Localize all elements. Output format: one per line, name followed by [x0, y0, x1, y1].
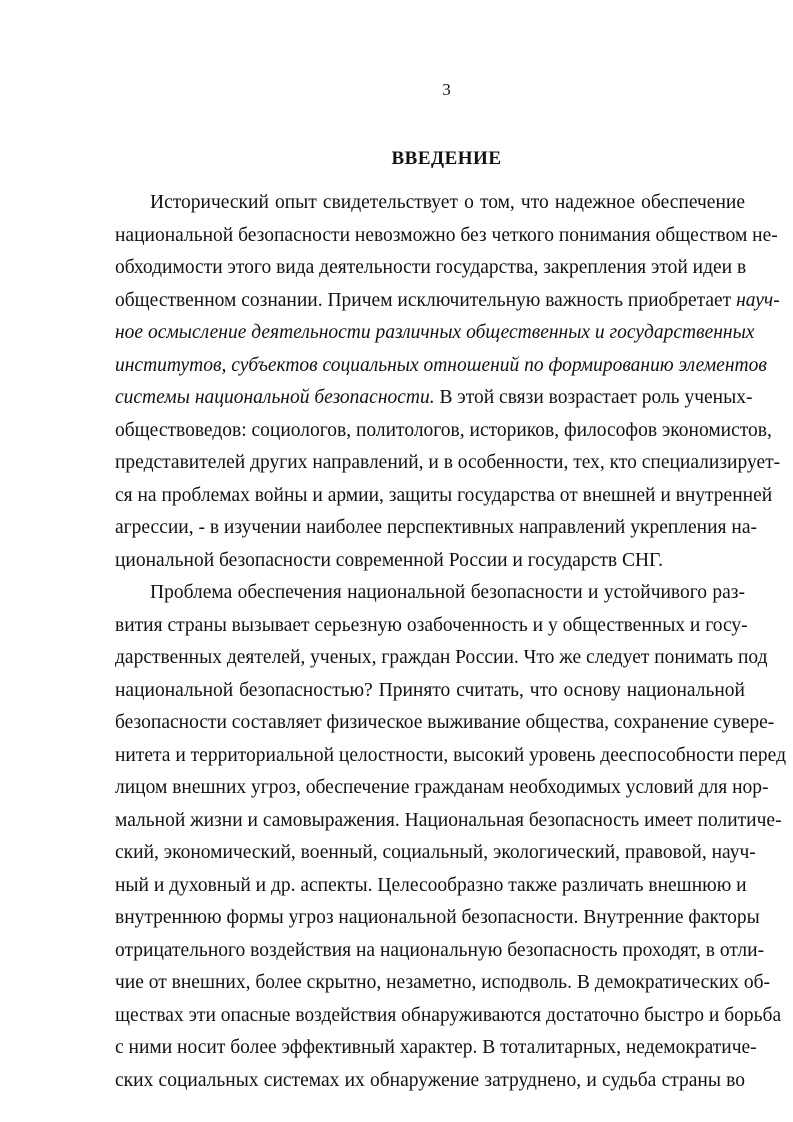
text-line: ский, экономический, военный, социальный, экологический, правовой, науч-: [115, 842, 756, 863]
text-line: ских социальных системах их обнаружение затруднено, и судьба страны во: [115, 1070, 745, 1091]
text-line: циональной безопасности современной России и государств СНГ.: [115, 550, 663, 571]
text-line: обходимости этого вида деятельности государства, закрепления этой идеи в: [115, 257, 747, 278]
text-line: институтов, субъектов социальных отношений по формированию элементов: [115, 355, 767, 376]
italic-text: науч-: [736, 290, 780, 311]
text-line: Проблема обеспечения национальной безопасности и устойчивого раз-: [150, 582, 745, 603]
text-line: национальной безопасности невозможно без четкого понимания обществом не-: [115, 225, 778, 246]
text-span: общественном сознании. Причем исключительную важность приобретает: [115, 290, 737, 311]
italic-text: системы национальной безопасности.: [115, 387, 435, 408]
text-line: национальной безопасностью? Принято считать, что основу национальной: [115, 680, 745, 701]
text-line: ся на проблемах войны и армии, защиты государства от внешней и внутренней: [115, 485, 773, 506]
text-line: с ними носит более эффективный характер. В тоталитарных, недемократиче-: [115, 1037, 757, 1058]
text-line: дарственных деятелей, ученых, граждан России. Что же следует понимать под: [115, 647, 768, 668]
text-line: Исторический опыт свидетельствует о том, что надежное обеспечение: [150, 192, 745, 213]
text-line: ный и духовный и др. аспекты. Целесообразно также различать внешнюю и: [115, 875, 747, 896]
text-line: безопасности составляет физическое выживание общества, сохранение сувере-: [115, 712, 775, 733]
text-line: отрицательного воздействия на национальную безопасность проходят, в отли-: [115, 940, 765, 961]
text-line: агрессии, - в изучении наиболее перспективных направлений укрепления на-: [115, 517, 757, 538]
page-heading: ВВЕДЕНИЕ: [391, 148, 502, 169]
text-span: В этой связи возрастает роль ученых-: [434, 387, 753, 408]
text-line: представителей других направлений, и в особенности, тех, кто специализирует-: [115, 452, 781, 473]
text-line: чие от внешних, более скрытно, незаметно, исподволь. В демократических об-: [115, 972, 771, 993]
text-line: лицом внешних угроз, обеспечение гражданам необходимых условий для нор-: [115, 777, 769, 798]
text-line: мальной жизни и самовыражения. Национальная безопасность имеет политиче-: [115, 810, 782, 831]
text-line: внутреннюю формы угроз национальной безопасности. Внутренние факторы: [115, 907, 760, 928]
text-line: [115, 386, 753, 410]
page-number: 3: [442, 80, 451, 99]
text-line: обществоведов: социологов, политологов, историков, философов экономистов,: [115, 420, 772, 441]
text-line: ное осмысление деятельности различных общественных и государственных: [115, 322, 755, 343]
text-line: вития страны вызывает серьезную озабоченность и у общественных и госу-: [115, 615, 748, 636]
text-line: нитета и территориальной целостности, высокий уровень дееспособности перед: [115, 745, 786, 766]
text-line: ществах эти опасные воздействия обнаруживаются достаточно быстро и борьба: [115, 1005, 782, 1026]
text-line: [115, 289, 780, 313]
